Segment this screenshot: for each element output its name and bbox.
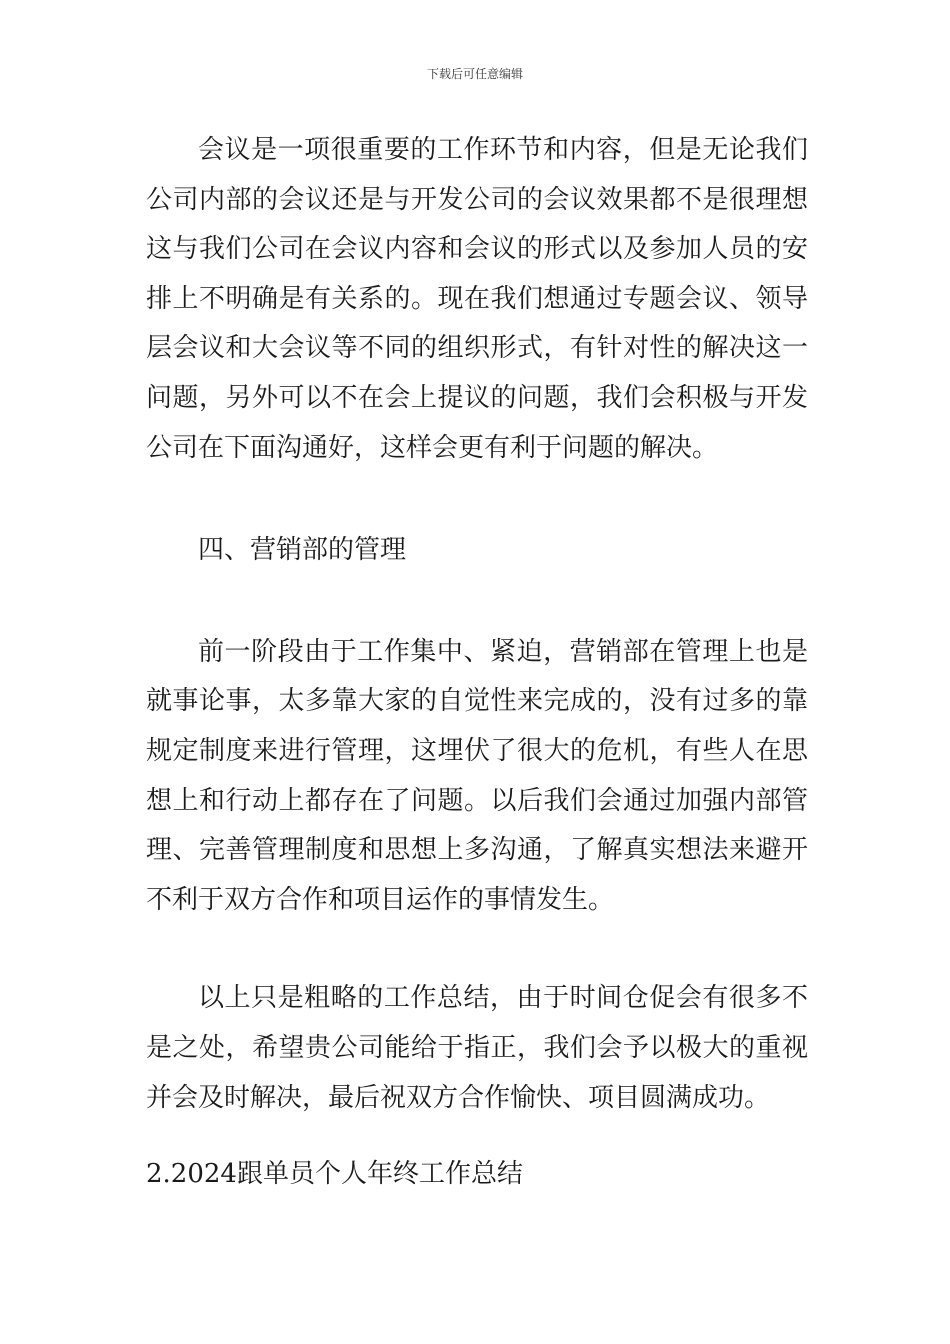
header-note: 下载后可任意编辑 [426, 67, 523, 81]
next-section-title: 2.2024跟单员个人年终工作总结 [146, 1159, 523, 1190]
paragraph-meetings: 会议是一项很重要的工作环节和内容，但是无论我们公司内部的会议还是与开发公司的会议效果都不是很理想这与我们公司在会议内容和会议的形式以及参加人员的安排上不明确是有关系的。现在我们想通过专题会议、领导层会议和大会议等不同的组织形式，有针对性的解决这一问题，另外可以不在会上提议的问题，我们会积极与开发公司在下面沟通好，这样会更有利于问题的解决。 [146, 135, 808, 463]
spacer [146, 473, 808, 526]
paragraph-conclusion: 以上只是粗略的工作总结，由于时间仓促会有很多不是之处，希望贵公司能给于指正，我们会予以极大的重视并会及时解决，最后祝双方合作愉快、项目圆满成功。 [146, 983, 808, 1113]
paragraph-management: 前一阶段由于工作集中、紧迫，营销部在管理上也是就事论事，太多靠大家的自觉性来完成的，没有过多的靠规定制度来进行管理，这埋伏了很大的危机，有些人在思想上和行动上都存在了问题。以后我们会通过加强内部管理、完善管理制度和思想上多沟通，了解真实想法来避开不利于双方合作和项目运作的事情发生。 [146, 636, 808, 915]
spacer [146, 925, 808, 974]
document-body [146, 126, 808, 1200]
section-heading-4: 四、营销部的管理 [198, 535, 407, 566]
spacer [146, 1123, 808, 1150]
spacer [146, 576, 808, 628]
